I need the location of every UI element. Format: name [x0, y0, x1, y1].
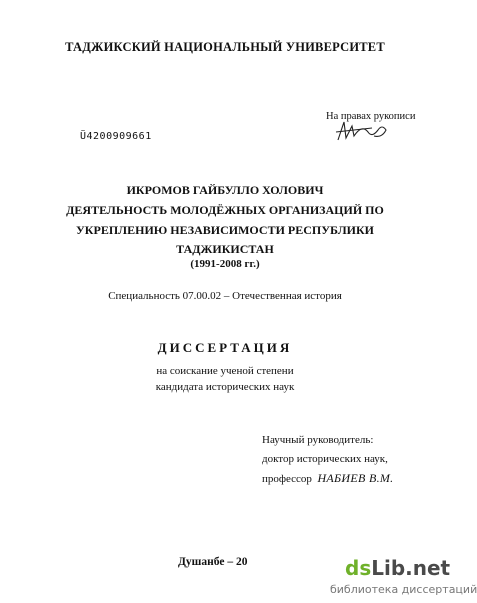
degree-line: на соискание ученой степени	[156, 365, 294, 377]
signature-icon	[332, 118, 392, 146]
supervisor-heading: Научный руководитель:	[262, 434, 374, 446]
title-years: (1991-2008 гг.)	[190, 258, 260, 270]
supervisor-rank: профессор	[262, 473, 312, 485]
supervisor-name-line	[262, 471, 393, 486]
manuscript-note: На правах рукописи	[326, 111, 416, 122]
document-type: ДИССЕРТАЦИЯ	[157, 340, 293, 355]
degree-line: кандидата исторических наук	[155, 381, 295, 393]
watermark-logo-suffix: Lib.net	[371, 556, 451, 580]
city-year: Душанбе – 20	[178, 556, 248, 568]
title-line: УКРЕПЛЕНИЮ НЕЗАВИСИМОСТИ РЕСПУБЛИКИ	[75, 223, 375, 237]
supervisor-degree: доктор исторических наук,	[262, 453, 388, 465]
archive-stamp-number: Ü4200909661	[80, 131, 152, 142]
watermark-logo-prefix: ds	[345, 556, 372, 580]
author-name: ИКРОМОВ ГАЙБУЛЛО ХОЛОВИЧ	[126, 183, 324, 197]
university-name: ТАДЖИКСКИЙ НАЦИОНАЛЬНЫЙ УНИВЕРСИТЕТ	[65, 40, 385, 54]
watermark-tagline: библиотека диссертаций	[330, 583, 477, 596]
title-line: ДЕЯТЕЛЬНОСТЬ МОЛОДЁЖНЫХ ОРГАНИЗАЦИЙ ПО	[66, 203, 384, 217]
specialty-line: Специальность 07.00.02 – Отечественная история	[108, 290, 342, 302]
watermark-logo	[345, 556, 450, 580]
title-line: ТАДЖИКИСТАН	[176, 242, 274, 256]
supervisor-name: НАБИЕВ В.М.	[317, 471, 394, 485]
